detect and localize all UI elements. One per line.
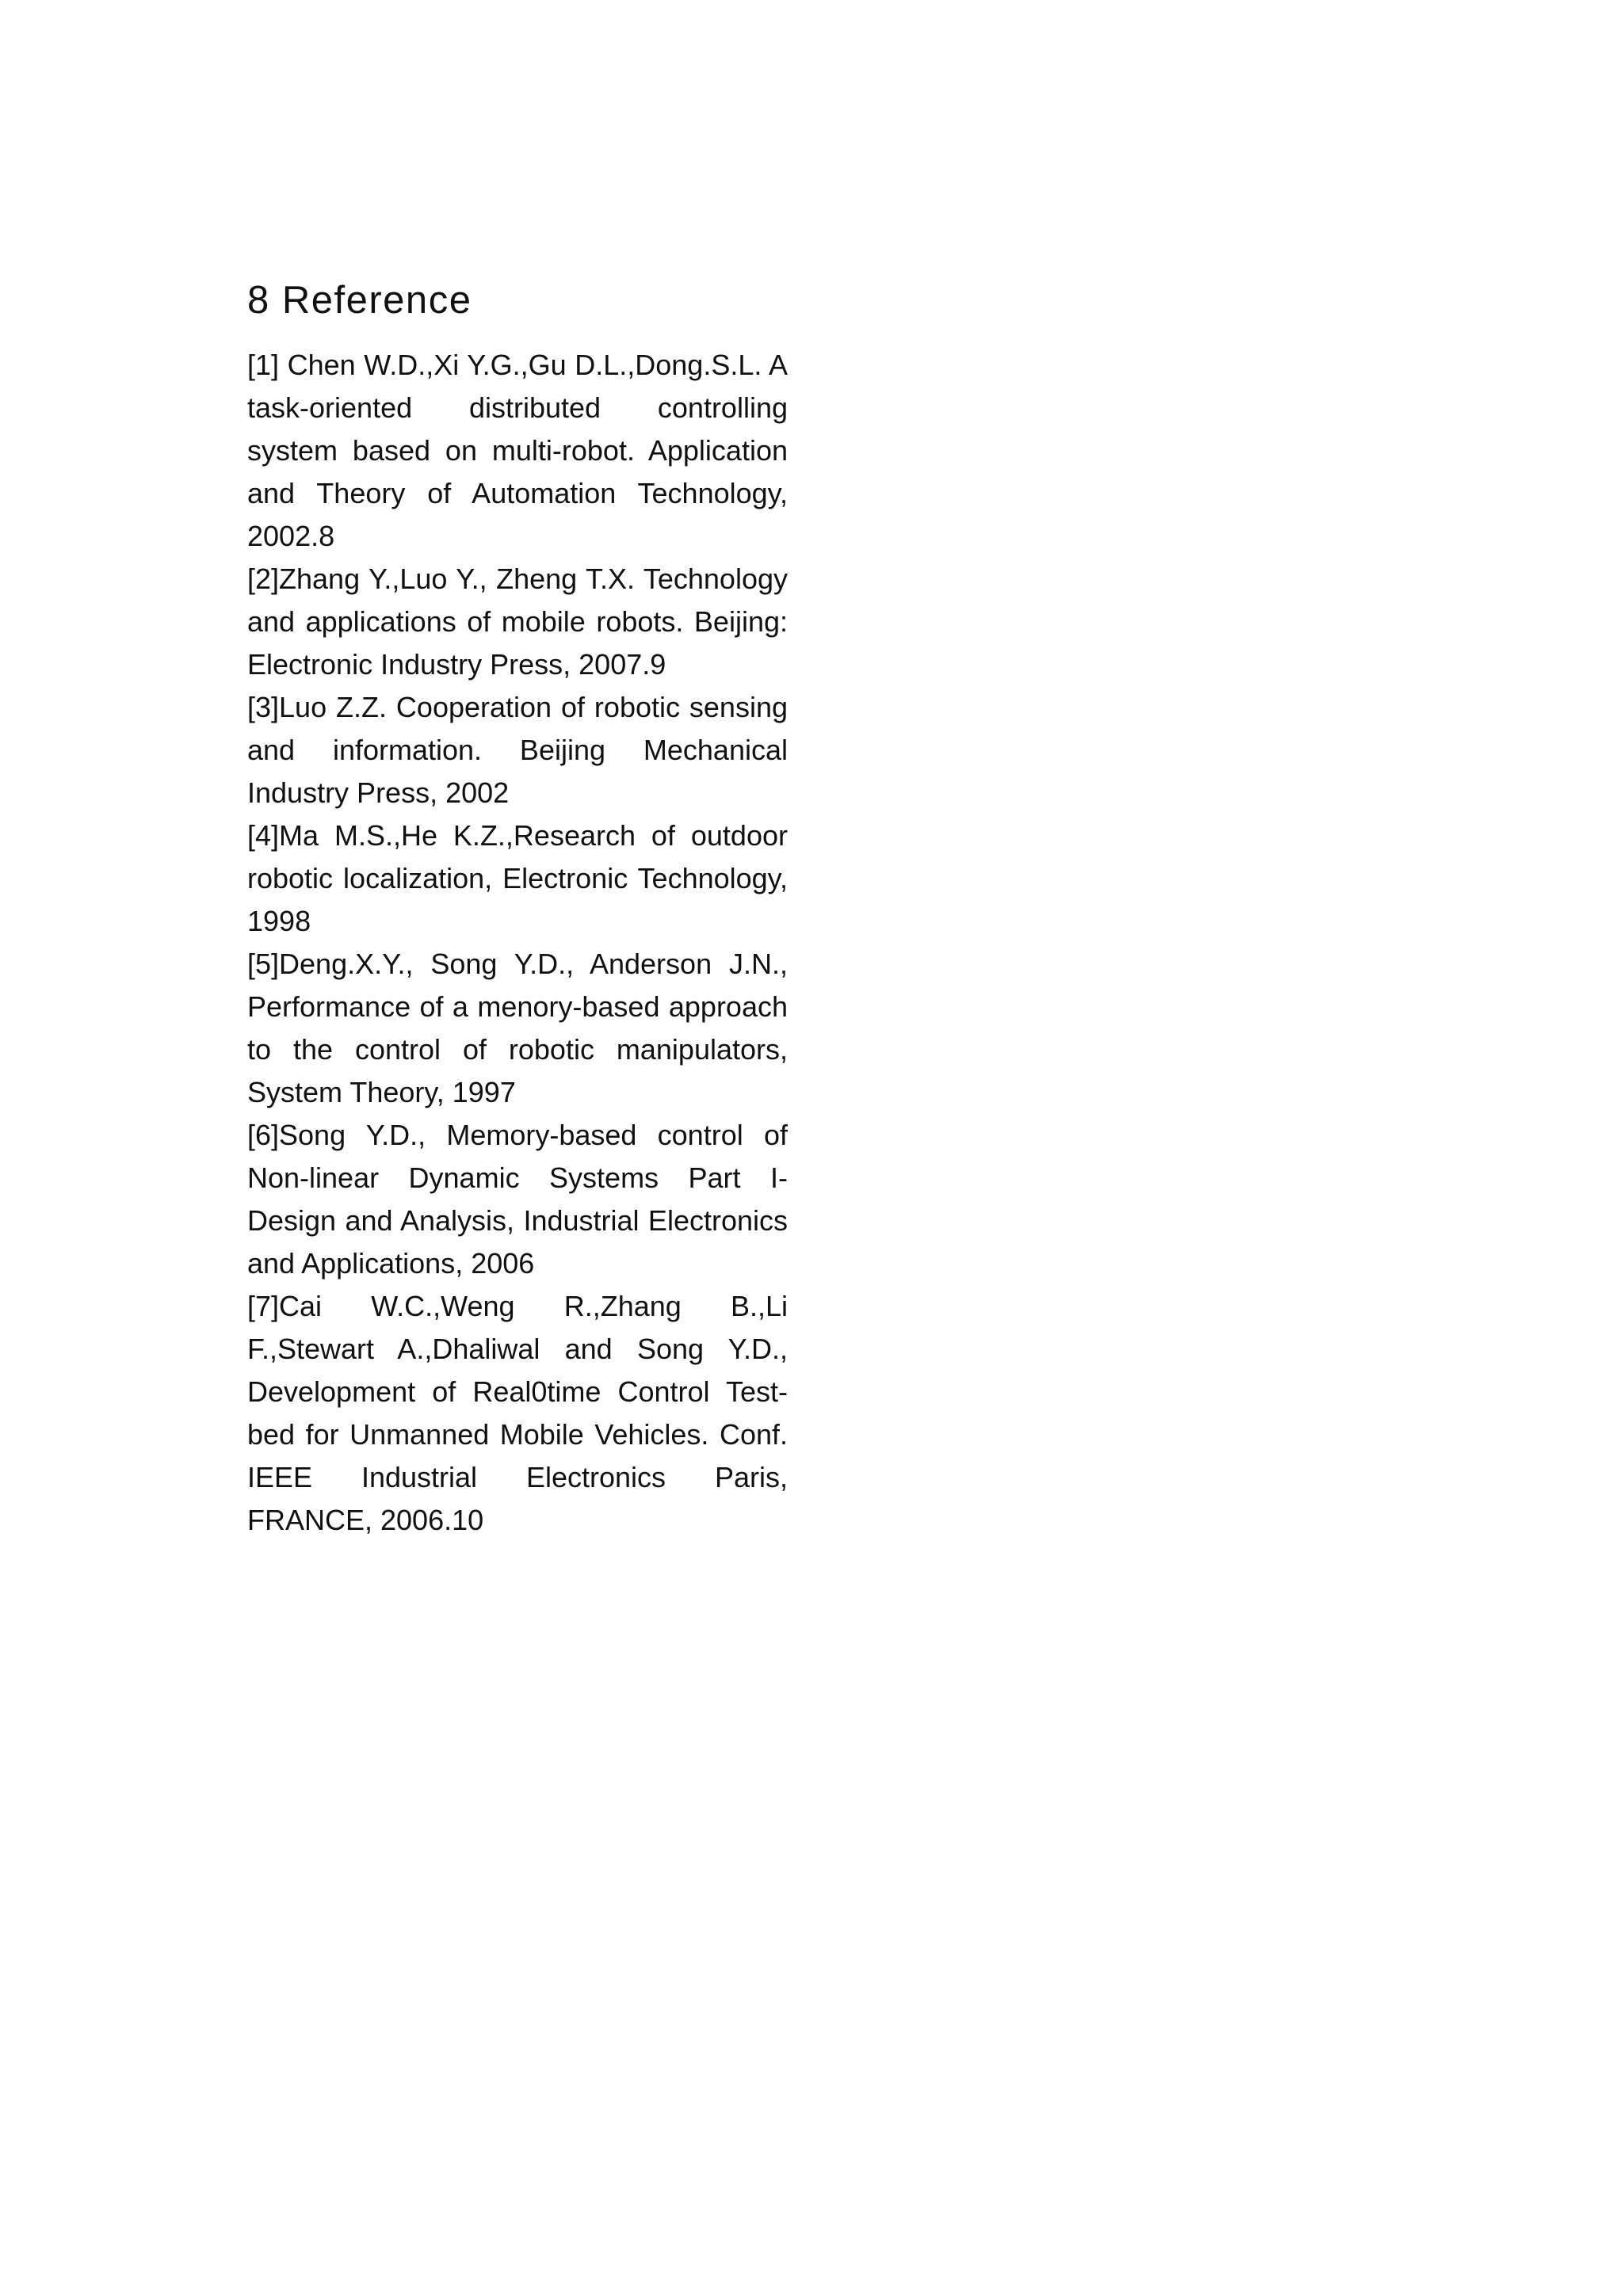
section-title: 8 Reference <box>247 279 472 322</box>
reference-entry-5: [5]Deng.X.Y., Song Y.D., Anderson J.N., Performance of a menory-based approach to the control of robotic manipulators, System Theory, 1997 <box>247 948 788 1108</box>
reference-entry-3: [3]Luo Z.Z. Cooperation of robotic sensing and information. Beijing Mechanical Industry Press, 2002 <box>247 691 788 809</box>
reference-entry-2: [2]Zhang Y.,Luo Y., Zheng T.X. Technology and applications of mobile robots. Beijing: Electronic Industry Press, 2007.9 <box>247 563 788 681</box>
reference-entry-6: [6]Song Y.D., Memory-based control of Non-linear Dynamic Systems Part I-Design and Analysis, Industrial Electronics and Applications, 2006 <box>247 1119 788 1280</box>
reference-column <box>247 271 788 1542</box>
reference-entry-7: [7]Cai W.C.,Weng R.,Zhang B.,Li F.,Stewart A.,Dhaliwal and Song Y.D., Development of Real0time Control Test-bed for Unmanned Mobile Vehicles. Conf. IEEE Industrial Electronics Paris, FRANCE, 2006.10 <box>247 1290 788 1536</box>
reference-entry-4: [4]Ma M.S.,He K.Z.,Research of outdoor robotic localization, Electronic Technology, 1998 <box>247 819 788 937</box>
reference-entry-1: [1] Chen W.D.,Xi Y.G.,Gu D.L.,Dong.S.L. A task-oriented distributed controlling system based on multi-robot. Application and Theory of Automation Technology, 2002.8 <box>247 349 788 552</box>
reference-list <box>247 344 788 1542</box>
